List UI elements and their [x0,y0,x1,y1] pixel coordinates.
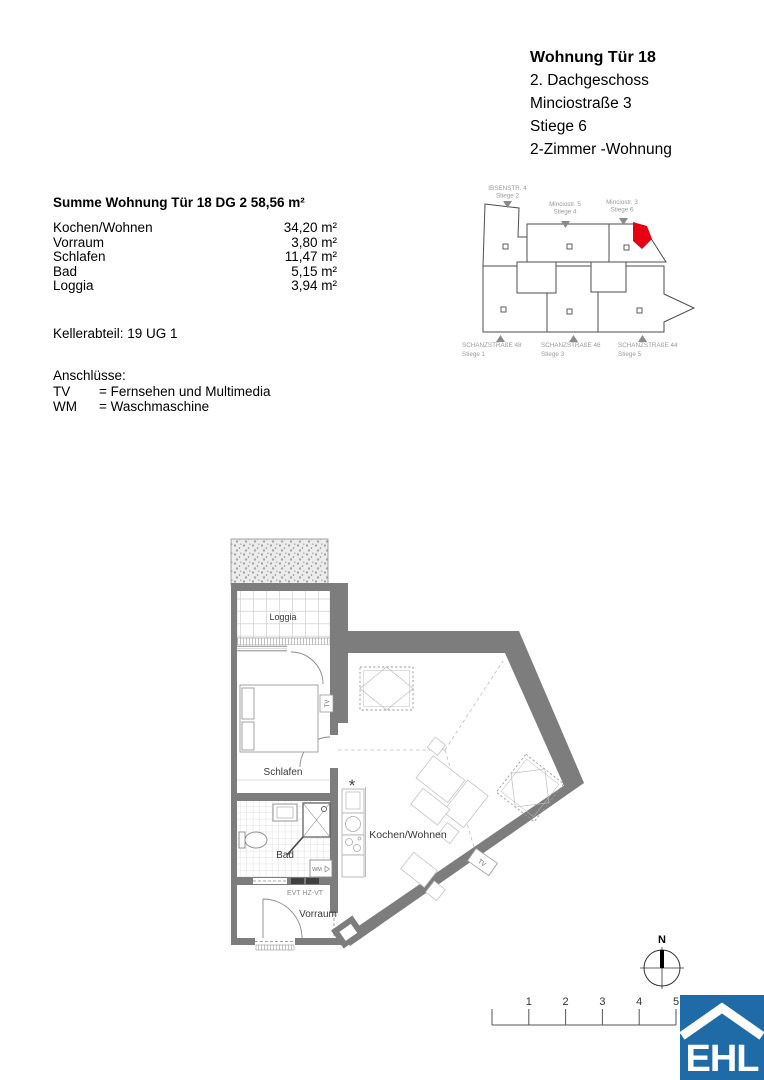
room-area: 3,94 m² [291,278,337,294]
scale-tick-label: 2 [562,996,569,1008]
boiler-star-symbol: * [348,776,356,795]
summary-heading: Summe Wohnung Tür 18 DG 2 58,56 m² [53,195,305,210]
shaft-marker [291,878,304,884]
ehl-logo-graphic [680,995,764,1080]
loggia-railing [237,638,330,645]
site-block [517,262,556,293]
site-label: SCHANZSTRAßE 44 [618,342,678,349]
room-name: Vorraum [53,234,105,250]
pillow [242,688,254,719]
roof-icon [682,1008,762,1036]
room-area: 3,80 m² [291,234,337,250]
site-label: Minciostr. 5 [549,201,581,208]
washbasin-bowl [277,807,293,818]
connection-row-tv [53,384,270,399]
site-label: SCHANZSTRAßE 46 [541,342,601,349]
stair-core-marker [503,244,508,249]
entrance-arrow-icon [496,335,505,342]
title-line-stiege: Stiege 6 [530,118,587,135]
site-label: IBSENSTR. 4 [488,185,527,192]
floor-plan [215,525,595,965]
apartment-title: Wohnung Tür 18 [530,49,656,66]
site-block [591,262,626,292]
sink-tap [358,837,361,840]
room-label-schlafen: Schlafen [263,767,303,778]
room-name: Schlafen [53,249,106,265]
entry-doormat [256,945,294,950]
title-line-type: 2-Zimmer -Wohnung [530,141,672,158]
stair-core-marker [637,308,642,313]
skylight [360,667,413,710]
cooktop [346,817,361,832]
scale-tick-label: 5 [672,996,680,1008]
tv-floor-label: TV [476,857,488,869]
room-label-loggia: Loggia [269,612,297,622]
title-line-floor: 2. Dachgeschoss [530,72,649,89]
shaft-marker [306,878,319,884]
chair [427,737,445,755]
scale-bar [488,992,684,1038]
connection-desc: = Waschmaschine [99,399,210,414]
connection-desc: = Fernsehen und Multimedia [99,384,271,399]
wc-cistern [239,832,245,848]
stair-core-marker [567,244,572,249]
tv-wall-label: TV [325,699,331,708]
scale-tick-label: 4 [636,996,643,1008]
entrance-arrow-icon [638,335,647,342]
stair-core-marker [624,245,629,250]
site-label: Stiege 3 [541,351,565,358]
site-label: Stiege 1 [462,351,486,358]
compass-needle [660,950,664,968]
connection-row-wm [53,399,209,414]
room-name: Bad [53,263,78,279]
site-label: Stiege 4 [553,208,577,216]
site-label: SCHANZSTRAßE 48 [462,342,522,349]
cellar-note: Kellerabteil: 19 UG 1 [53,326,178,341]
wc-bowl [245,832,267,848]
wm-label: WM [312,867,322,873]
wall [348,631,584,790]
room-name: Kochen/Wohnen [53,220,153,235]
connection-abbr: TV [53,384,71,399]
scale-tick-label: 1 [525,996,532,1008]
loggia-door-swing [291,652,323,684]
bed [240,685,318,752]
title-line-street: Minciostraße 3 [530,95,632,112]
site-label: Stiege 5 [618,351,642,358]
room-label-kochen-wohnen: Kochen/Wohnen [369,829,447,841]
connection-abbr: WM [53,399,77,414]
entry-door-swing [263,899,302,938]
room-label-bad: Bad [276,850,294,861]
room-area: 34,20 m² [283,220,337,235]
compass-north-label: N [658,934,666,946]
ehl-logo [680,995,764,1080]
site-label: Stiege 2 [495,192,520,200]
door-opening [329,735,339,768]
scale-bar-lines [492,1009,676,1025]
room-row [53,265,337,280]
room-row [53,279,337,294]
room-area: 11,47 m² [284,249,337,265]
room-area-list [53,221,337,294]
room-row [53,236,337,251]
site-wing-ibsenstr [483,204,527,266]
stair-core-marker [567,309,572,314]
evt-hz-vt-label: EVT HZ-VT [286,890,324,897]
wall [231,793,330,801]
wall [231,583,237,645]
shower-drain [322,807,327,812]
stair-core-marker [501,307,506,312]
sink-basin [354,845,361,852]
site-label: Stiege 6 [610,206,634,214]
kitchen-units [342,787,366,877]
site-band-lower [483,266,694,332]
room-area: 5,15 m² [291,263,337,279]
sink-basin [346,839,353,846]
connections-heading: Anschlüsse: [53,368,126,383]
ehl-logo-text: EHL [685,1038,759,1080]
compass-icon [635,925,690,991]
room-row [53,221,337,236]
pillow [242,722,254,750]
entrance-arrow-icon [569,335,578,342]
title-block [530,46,764,161]
roof-terrace-area [231,539,328,585]
room-name: Loggia [53,278,94,294]
site-key-map [450,178,712,364]
room-row [53,250,337,265]
scale-tick-label: 3 [599,996,606,1008]
room-label-vorraum: Vorraum [299,909,337,920]
site-label: Minciostr. 3 [606,199,638,206]
